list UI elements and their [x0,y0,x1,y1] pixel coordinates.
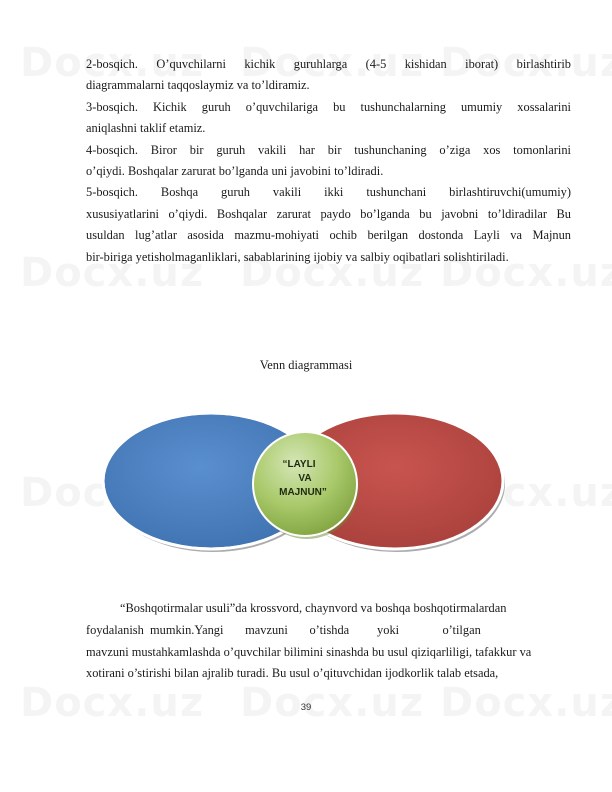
venn-center-circle [253,432,357,536]
venn-diagram [100,383,510,561]
text-line: aniqlashni taklif etamiz. [86,121,206,136]
text-line: bir-biriga yetisholmaganliklari, sabablarining ijobiy va salbiy oqibatlari solishtiriladi. [86,249,509,264]
text-line: 2-bosqich. O’quvchilarni kichik guruhlarga (4-5 kishidan iborat) birlashtirib [86,57,571,71]
text-line: usuldan lug’atlar asosida mazmu-mohiyati ochib berilgan dostonda Layli va Majnun [86,228,571,243]
text-line: foydalanish mumkin.Yangi mavzuni o’tishda yoki o’tilgan [86,622,481,637]
text-line: xususiyatlarini o’qiydi. Boshqalar zarurat paydo bo’lganda bu javobni to’ldiradilar Bu [86,206,571,221]
diagram-caption: Venn diagrammasi [259,358,353,372]
text-line: xotirani o’stirishi bilan ajralib turadi. Bu usul o’qituvchidan ijodkorlik talab etsada, [86,666,499,681]
text-line: “Boshqotirmalar usuli”da krossvord, chaynvord va boshqa boshqotirmalardan [120,601,507,615]
venn-center-label: “LAYLI [282,459,316,470]
text-line: o’qiydi. Boshqalar zarurat bo’lganda uni javobini to’ldiradi. [86,164,384,179]
page-number: 39 [300,702,312,713]
text-line: mavzuni mustahkamlashda o’quvchilar bilimini sinashda bu usul qiziqarliligi, tafakkur va [86,644,532,659]
text-line: diagrammalarni taqqoslaymiz va to’ldiramiz. [86,78,310,93]
steps-paragraph [86,54,571,268]
text-line: 3-bosqich. Kichik guruh o’quvchilariga bu tushunchalarning umumiy xossalarini [86,99,571,114]
bottom-paragraph [86,598,606,685]
text-line: 4-bosqich. Biror bir guruh vakili har bir tushunchaning o’ziga xos tomonlarini [86,142,571,157]
venn-center-label: MAJNUN” [279,487,327,498]
venn-center-label: VA [298,473,312,484]
text-line: 5-bosqich. Boshqa guruh vakili ikki tushunchani birlashtiruvchi(umumiy) [86,185,571,200]
